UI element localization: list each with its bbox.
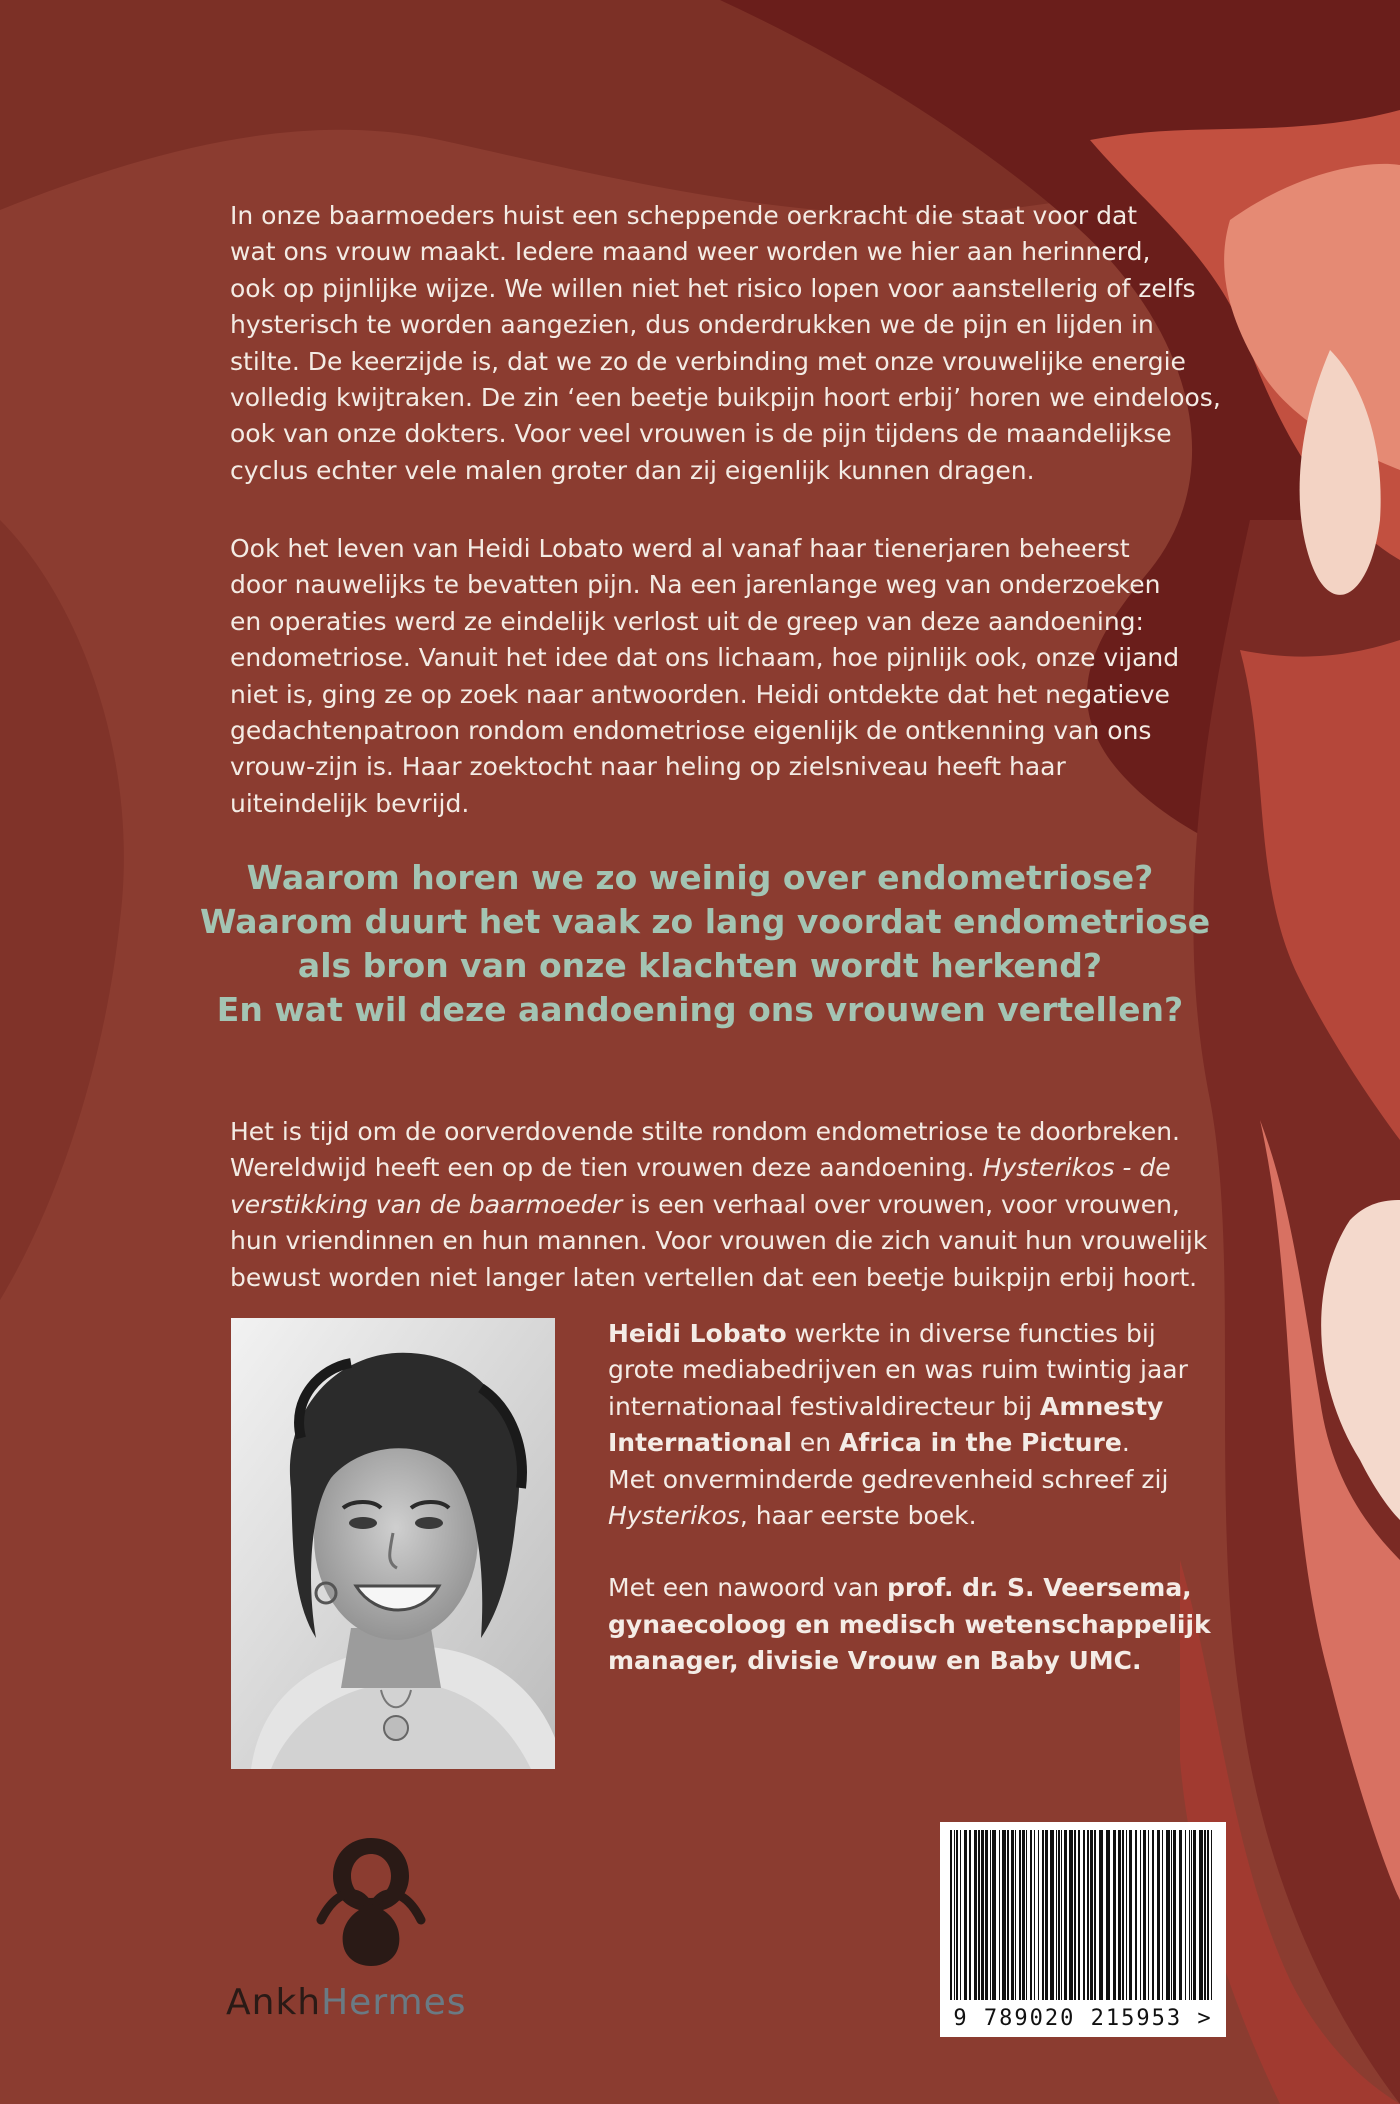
author-bio-text: Met onverminderde gedrevenheid schreef zij: [608, 1464, 1169, 1494]
publisher-name-part: Ankh: [226, 1982, 322, 2023]
isbn-number: 9 789020 215953 >: [953, 2006, 1213, 2031]
barcode-bar: [1019, 1830, 1021, 2000]
barcode-bar: [1106, 1830, 1110, 2000]
book-title-italic: Hysterikos - de: [982, 1153, 1171, 1183]
intro-line: cyclus echter vele malen groter dan zij eigenlijk kunnen dragen.: [230, 455, 1035, 485]
barcode-bar: [969, 1830, 971, 2000]
highlight-questions: [200, 856, 1211, 1032]
story-line: Ook het leven van Heidi Lobato werd al vanaf haar tienerjaren beheerst: [230, 534, 1130, 563]
barcode-bar: [1034, 1830, 1035, 2000]
author-photo: [231, 1318, 555, 1769]
organization-name: Amnesty International: [608, 1391, 1164, 1458]
closing-line: Het is tijd om de oorverdovende stilte rondom endometriose te doorbreken.: [230, 1117, 1180, 1146]
barcode-bar: [1166, 1830, 1170, 2000]
ankh-hermes-emblem-icon: [311, 1830, 431, 1970]
intro-line: volledig kwijtraken. De zin ‘een beetje buikpijn hoort erbij’ horen we eindeloos,: [230, 383, 1221, 413]
barcode-bar: [1148, 1830, 1149, 2000]
closing-paragraph: [230, 1114, 1230, 1296]
intro-paragraph: [230, 198, 1230, 489]
barcode-bar: [1030, 1830, 1032, 2000]
isbn-barcode: [940, 1822, 1226, 2037]
barcode-bar: [1045, 1830, 1048, 2000]
barcode-bar: [1122, 1830, 1124, 2000]
barcode-bar: [956, 1830, 958, 2000]
barcode-bar: [1002, 1830, 1006, 2000]
afterword-paragraph: [608, 1570, 1228, 1679]
barcode-bar: [985, 1830, 988, 2000]
author-bio-text: werkte in diverse functies bij grote mediabedrijven en was ruim twintig jaar internationaal festivaldirecteur bij: [608, 1319, 1188, 1421]
organization-name: Africa in the Picture: [839, 1428, 1122, 1458]
barcode-bar: [978, 1830, 980, 2000]
barcode-bar: [1069, 1830, 1073, 2000]
barcode-bar: [1078, 1830, 1080, 2000]
barcode-bar: [1211, 1830, 1212, 2000]
barcode-bar: [1179, 1830, 1182, 2000]
story-line: niet is, ging ze op zoek naar antwoorden. Heidi ontdekte dat het negatieve: [230, 679, 1170, 709]
barcode-bar: [1087, 1830, 1089, 2000]
barcode-bar: [1015, 1830, 1016, 2000]
story-line: gedachtenpatroon rondom endometriose eigenlijk de ontkenning van ons: [230, 716, 1152, 746]
author-bio-text: .: [1121, 1428, 1130, 1458]
author-name: Heidi Lobato: [608, 1319, 787, 1348]
barcode-bar: [1074, 1830, 1076, 2000]
barcode-bar: [1058, 1830, 1060, 2000]
barcode-bar: [964, 1830, 967, 2000]
barcode-bar: [950, 1830, 952, 2000]
barcode-bar: [990, 1830, 991, 2000]
barcode-bar: [1191, 1830, 1192, 2000]
barcode-bar: [1199, 1830, 1203, 2000]
barcode-bar: [1162, 1830, 1163, 2000]
closing-line: bewust worden niet langer laten vertellen dat een beetje buikpijn erbij hoort.: [230, 1262, 1198, 1292]
barcode-bar: [960, 1830, 961, 2000]
story-line: door nauwelijks te bevatten pijn. Na een jarenlange weg van onderzoeken: [230, 570, 1161, 600]
author-bio: [608, 1316, 1228, 1680]
barcode-bar: [1157, 1830, 1160, 2000]
story-paragraph: [230, 531, 1230, 822]
publisher-wordmark: [226, 1982, 466, 2023]
closing-line: is een verhaal over vrouwen, voor vrouwen,: [622, 1189, 1180, 1219]
intro-line: ook op pijnlijke wijze. We willen niet het risico lopen voor aanstellerig of zelfs: [230, 273, 1196, 303]
intro-line: ook van onze dokters. Voor veel vrouwen is de pijn tijdens de maandelijkse: [230, 419, 1172, 449]
author-portrait-illustration: [231, 1318, 555, 1769]
publisher-name-part: Hermes: [321, 1982, 467, 2023]
barcode-bar: [1126, 1830, 1127, 2000]
question-line: Waarom duurt het vaak zo lang voordat endometriose: [200, 902, 1211, 941]
barcode-bar: [1083, 1830, 1085, 2000]
question-line: Waarom horen we zo weinig over endometriose?: [246, 858, 1154, 897]
barcode-bar: [1026, 1830, 1027, 2000]
barcode-bar: [1140, 1830, 1141, 2000]
barcode-bar: [1171, 1830, 1172, 2000]
question-line: En wat wil deze aandoening ons vrouwen vertellen?: [216, 990, 1184, 1029]
barcode-bar: [1193, 1830, 1196, 2000]
barcode-bar: [992, 1830, 996, 2000]
author-bio-paragraph: [608, 1316, 1228, 1534]
afterword-author: prof. dr. S. Veersema, gynaecoloog en medisch wetenschappelijk manager, divisie Vrouw en Baby UMC.: [608, 1573, 1211, 1676]
barcode-bar: [1050, 1830, 1054, 2000]
closing-line: Wereldwijd heeft een op de tien vrouwen deze aandoening.: [230, 1153, 975, 1183]
barcode-bar: [1135, 1830, 1137, 2000]
barcode-bar: [1011, 1830, 1014, 2000]
barcode-bar: [974, 1830, 977, 2000]
barcode-bar: [1090, 1830, 1093, 2000]
barcode-bar: [1099, 1830, 1103, 2000]
barcode-bar: [1064, 1830, 1067, 2000]
barcode-bar: [1152, 1830, 1154, 2000]
book-title-italic: Hysterikos: [608, 1501, 740, 1531]
barcode-bar: [1056, 1830, 1057, 2000]
barcode-bar: [1038, 1830, 1039, 2000]
barcode-bar: [1204, 1830, 1206, 2000]
author-bio-text: en: [791, 1428, 840, 1458]
barcode-bar: [1185, 1830, 1186, 2000]
story-line: vrouw-zijn is. Haar zoektocht naar heling op zielsniveau heeft haar: [230, 752, 1066, 782]
barcode-bar: [1094, 1830, 1096, 2000]
closing-line: hun vriendinnen en hun mannen. Voor vrouwen die zich vanuit hun vrouwelijk: [230, 1226, 1208, 1256]
barcode-bar: [1022, 1830, 1025, 2000]
barcode-bar: [954, 1830, 955, 2000]
barcode-bar: [1207, 1830, 1209, 2000]
intro-line: stilte. De keerzijde is, dat we zo de verbinding met onze vrouwelijke energie: [230, 346, 1186, 376]
intro-line: In onze baarmoeders huist een scheppende oerkracht die staat voor dat: [230, 201, 1138, 230]
barcode-bars: [946, 1830, 1220, 2000]
intro-line: wat ons vrouw maakt. Iedere maand weer worden we hier aan herinnerd,: [230, 237, 1151, 267]
afterword-text: Met een nawoord van: [608, 1573, 888, 1603]
barcode-bar: [1042, 1830, 1044, 2000]
question-line: als bron van onze klachten wordt herkend?: [297, 946, 1103, 985]
barcode-bar: [1189, 1830, 1190, 2000]
barcode-bar: [1143, 1830, 1146, 2000]
book-title-italic: verstikking van de baarmoeder: [230, 1189, 623, 1219]
barcode-bar: [999, 1830, 1000, 2000]
publisher-logo: [226, 1830, 496, 2030]
barcode-bar: [1113, 1830, 1116, 2000]
barcode-bar: [1118, 1830, 1121, 2000]
barcode-bar: [1173, 1830, 1176, 2000]
story-line: en operaties werd ze eindelijk verlost uit de greep van deze aandoening:: [230, 606, 1144, 636]
barcode-bar: [981, 1830, 984, 2000]
story-line: uiteindelijk bevrijd.: [230, 788, 470, 818]
story-line: endometriose. Vanuit het idee dat ons lichaam, hoe pijnlijk ook, onze vijand: [230, 643, 1180, 673]
intro-line: hysterisch te worden aangezien, dus onderdrukken we de pijn en lijden in: [230, 310, 1154, 340]
barcode-bar: [1129, 1830, 1132, 2000]
author-bio-text: , haar eerste boek.: [739, 1501, 977, 1531]
barcode-bar: [1007, 1830, 1009, 2000]
barcode-bar: [1061, 1830, 1062, 2000]
